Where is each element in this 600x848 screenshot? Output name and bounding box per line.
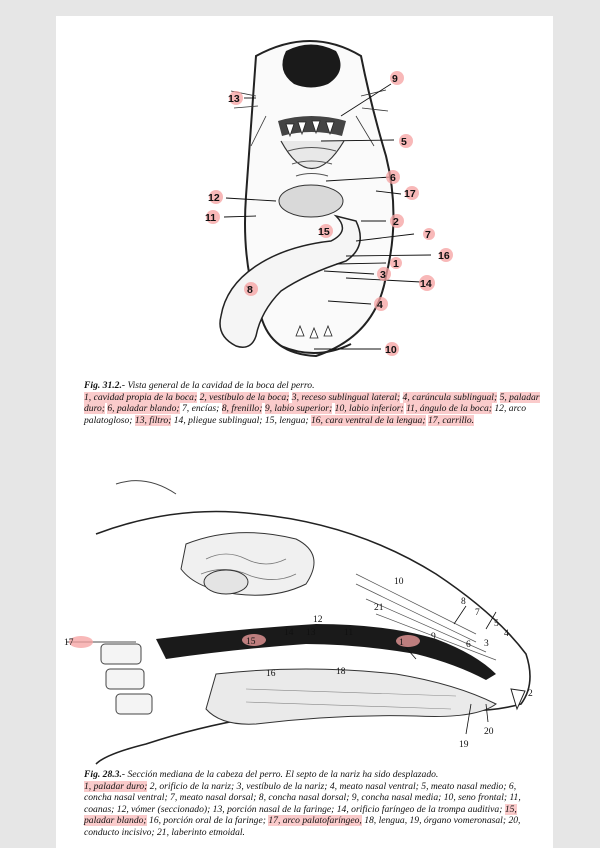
legend-item: 2, vestíbulo de la boca;	[199, 391, 290, 403]
legend-item: 13, filtro;	[134, 414, 172, 426]
figure1-caption	[84, 380, 544, 426]
figure1-label: 13	[228, 93, 240, 105]
oral-cavity-illustration	[56, 16, 553, 386]
figure2-label: 3	[484, 639, 489, 649]
legend-item: 17, carrillo.	[427, 414, 475, 426]
figure1-label: 9	[392, 73, 398, 85]
figure2-legend	[84, 781, 521, 838]
legend-item: 14, pliegue sublingual; 15, lengua;	[171, 414, 311, 426]
figure2-label: 7	[475, 608, 480, 618]
document-page	[56, 16, 553, 848]
figure2-label: 12	[313, 615, 323, 625]
figure1-label: 10	[385, 344, 397, 356]
figure2-label: 6	[466, 640, 471, 650]
legend-item: 1, paladar duro;	[84, 780, 148, 792]
legend-item: 18, lengua, 19, órgano vomeronasal; 20, conducto incisivo; 21, laberinto etmoidal.	[84, 815, 521, 838]
legend-item: 16, cara ventral de la lengua;	[310, 414, 426, 426]
figure2-label: 13	[306, 628, 316, 638]
figure1-label: 3	[380, 269, 386, 281]
figure1-label: 17	[404, 188, 416, 200]
figure2-label: 18	[336, 667, 346, 677]
figure1-label: 1	[393, 258, 399, 270]
figure-oral-cavity	[56, 16, 553, 386]
figure1-label: 15	[318, 226, 330, 238]
legend-item: 10, labio inferior;	[334, 403, 404, 415]
legend-item: 17, arco palatofaríngeo,	[268, 815, 362, 827]
legend-item: 12, arco palatogloso;	[84, 403, 527, 426]
figure1-label: 4	[377, 299, 383, 311]
figure2-label: 9	[431, 632, 436, 642]
legend-item: 11, ángulo de la boca;	[406, 403, 492, 415]
figure2-label: 16	[266, 669, 276, 679]
figure1-legend	[84, 392, 540, 426]
figure1-heading: Fig. 31.2.-	[84, 380, 126, 391]
figure2-label: 1	[399, 638, 404, 648]
legend-item: 4, carúncula sublingual;	[402, 391, 498, 403]
figure1-label: 11	[205, 212, 217, 224]
figure2-label: 2	[528, 689, 533, 699]
figure2-label: 11	[344, 628, 354, 638]
legend-item: 8, frenillo;	[221, 403, 263, 415]
figure2-heading: Fig. 28.3.-	[84, 769, 126, 780]
legend-item: 16, porción oral de la faringe;	[146, 815, 269, 827]
figure2-label: 10	[394, 577, 404, 587]
figure1-label: 8	[247, 284, 253, 296]
figure2-caption	[84, 769, 544, 839]
legend-item: 3, receso sublingual lateral;	[291, 391, 401, 403]
figure2-label: 14	[284, 628, 294, 638]
figure2-label: 5	[494, 619, 499, 629]
figure1-label: 7	[425, 229, 431, 241]
legend-item: 9, labio superior;	[264, 403, 333, 415]
legend-item: 15, paladar blando;	[84, 803, 517, 827]
figure1-label: 14	[420, 278, 432, 290]
figure1-label: 2	[393, 216, 399, 228]
figure2-label: 19	[459, 740, 469, 750]
figure2-label: 15	[246, 637, 256, 647]
figure2-label: 20	[484, 727, 494, 737]
figure2-label: 21	[374, 603, 384, 613]
figure1-label: 5	[401, 136, 407, 148]
legend-item: 7, encías;	[179, 403, 222, 415]
figure1-label: 12	[208, 192, 220, 204]
head-section-illustration	[56, 464, 553, 784]
figure1-label: 6	[390, 172, 396, 184]
legend-item: 6, paladar blando;	[107, 403, 180, 415]
figure1-label: 16	[438, 250, 450, 262]
figure1-title: Vista general de la cavidad de la boca del perro.	[125, 380, 315, 391]
legend-item: 5, paladar duro;	[84, 391, 540, 415]
figure2-label: 17	[64, 638, 74, 648]
figure-head-section	[56, 464, 553, 784]
figure2-label: 4	[504, 629, 509, 639]
legend-item: 2, orificio de la nariz; 3, vestíbulo de la nariz; 4, meato nasal ventral; 5, meato nasal medio; 6, concha nasal ventral; 7, meato nasal dorsal; 8, concha nasal dorsal; 9, concha nasal media; 10, seno frontal; 11, coanas; 12, vómer (seccionado); 13, porción nasal de la faringe; 14, orificio faríngeo de la trompa auditiva;	[84, 780, 521, 815]
legend-item: 1, cavidad propia de la boca;	[84, 391, 198, 403]
figure2-title: Sección mediana de la cabeza del perro. El septo de la nariz ha sido desplazado.	[125, 769, 439, 780]
figure2-label: 8	[461, 597, 466, 607]
